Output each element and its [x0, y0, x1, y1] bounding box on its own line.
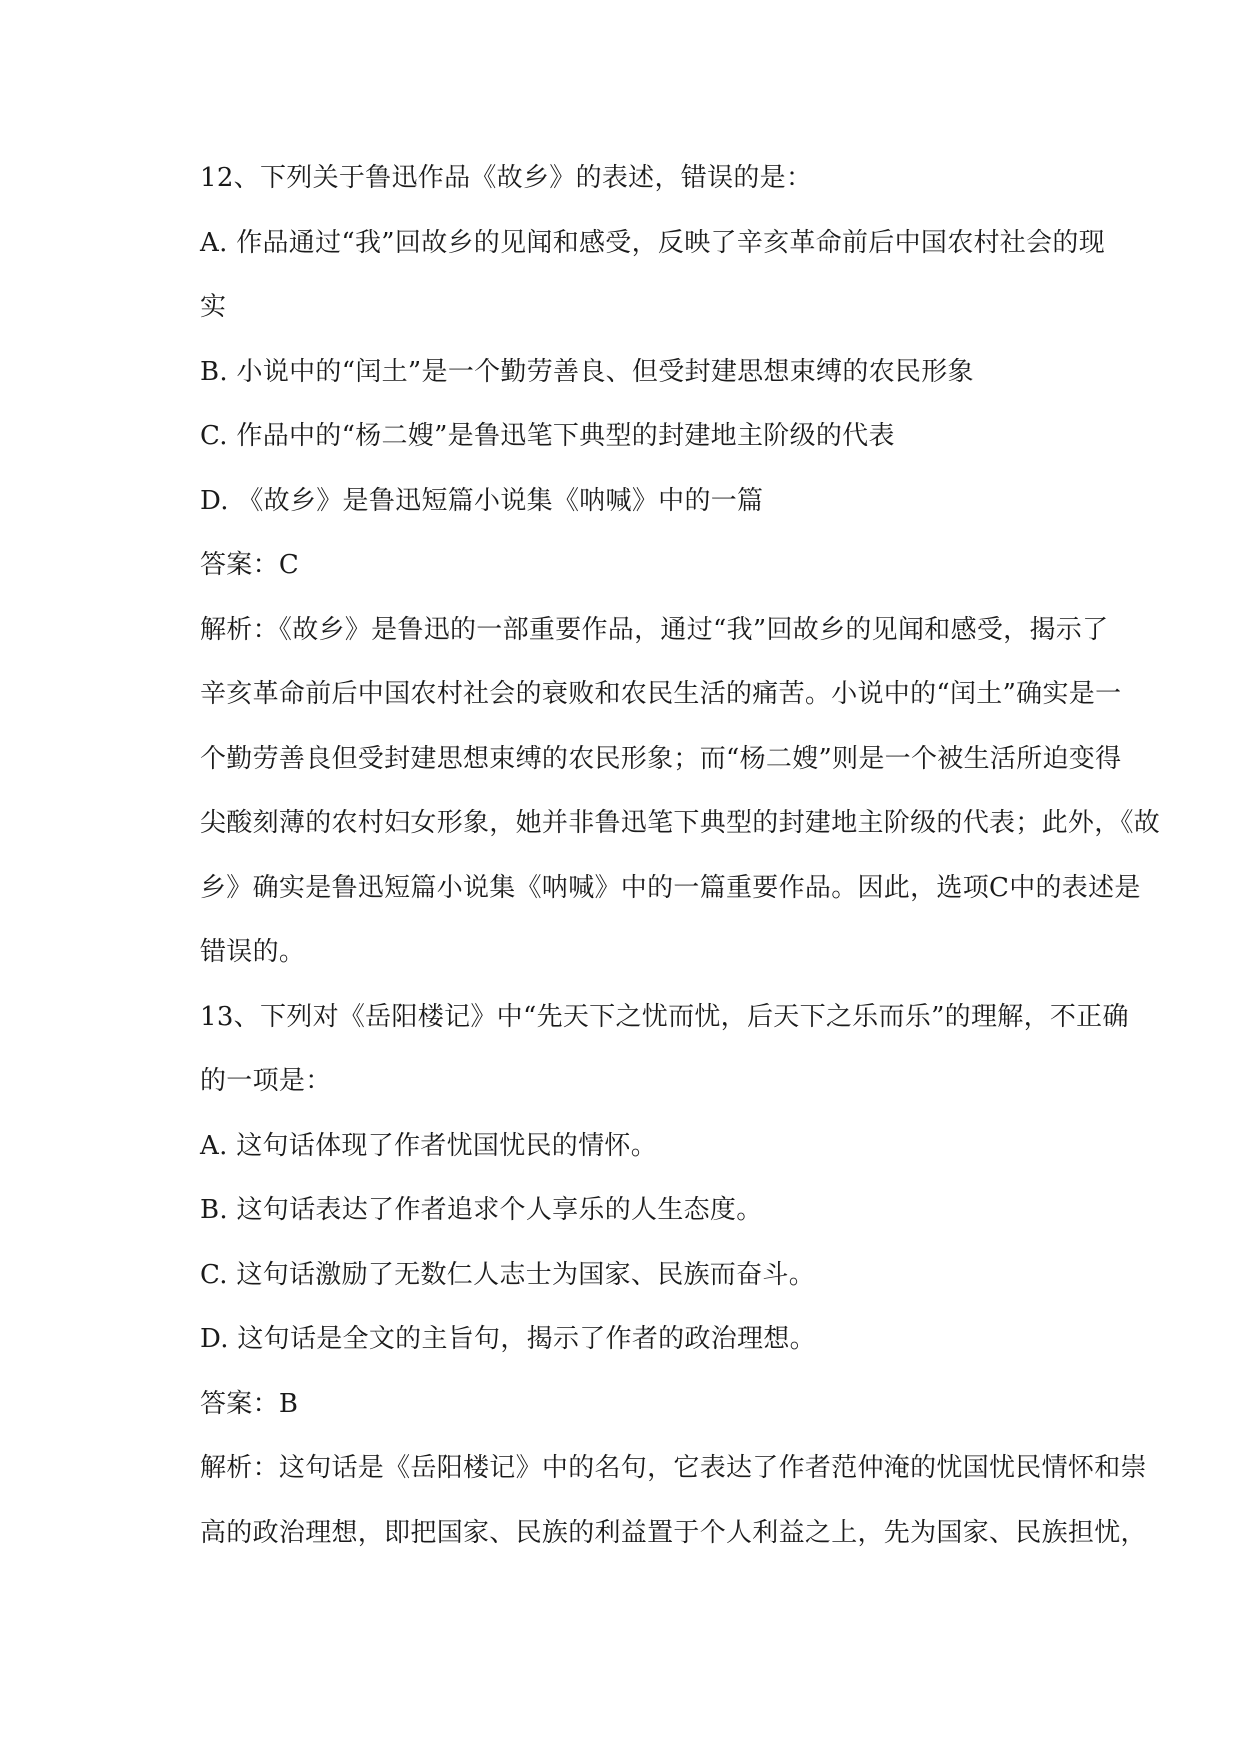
q12-option-c: C. 作品中的“杨二嫂”是鲁迅笔下典型的封建地主阶级的代表 [200, 421, 895, 451]
q13-option-d: D. 这句话是全文的主旨句，揭示了作者的政治理想。 [200, 1324, 816, 1354]
document-body [200, 146, 1161, 1565]
q13-stem-line2: 的一项是： [200, 1066, 332, 1096]
q12-analysis-line: 错误的。 [200, 937, 306, 967]
q12-analysis-line: 乡》确实是鲁迅短篇小说集《呐喊》中的一篇重要作品。因此，选项C中的表述是 [200, 872, 1141, 903]
q13-answer: 答案：B [200, 1388, 299, 1419]
q13-stem-line1: 13、下列对《岳阳楼记》中“先天下之忧而忧，后天下之乐而乐”的理解，不正确 [200, 1001, 1129, 1032]
q12-option-d: D. 《故乡》是鲁迅短篇小说集《呐喊》中的一篇 [200, 485, 764, 516]
q13-option-b: B. 这句话表达了作者追求个人享乐的人生态度。 [200, 1195, 763, 1225]
q12-analysis-line: 个勤劳善良但受封建思想束缚的农民形象；而“杨二嫂”则是一个被生活所迫变得 [200, 743, 1122, 774]
q12-option-a-line1: A. 作品通过“我”回故乡的见闻和感受，反映了辛亥革命前后中国农村社会的现 [200, 227, 1105, 258]
q12-answer: 答案：C [200, 550, 300, 580]
q13-analysis-line: 解析：这句话是《岳阳楼记》中的名句，它表达了作者范仲淹的忧国忧民情怀和崇 [200, 1453, 1147, 1483]
q12-stem: 12、下列关于鲁迅作品《故乡》的表述，错误的是： [200, 163, 813, 193]
q12-option-a-line2: 实 [200, 292, 227, 322]
q13-option-a: A. 这句话体现了作者忧国忧民的情怀。 [200, 1130, 658, 1161]
q12-analysis-line: 辛亥革命前后中国农村社会的衰败和农民生活的痛苦。小说中的“闰土”确实是一 [200, 679, 1122, 709]
q13-analysis-line: 高的政治理想，即把国家、民族的利益置于个人利益之上，先为国家、民族担忧， [200, 1517, 1147, 1548]
q12-analysis-line: 尖酸刻薄的农村妇女形象，她并非鲁迅笔下典型的封建地主阶级的代表；此外，《故 [200, 808, 1161, 838]
q13-option-c: C. 这句话激励了无数仁人志士为国家、民族而奋斗。 [200, 1259, 815, 1290]
q12-option-b: B. 小说中的“闰土”是一个勤劳善良、但受封建思想束缚的农民形象 [200, 356, 974, 387]
q12-analysis-line: 解析：《故乡》是鲁迅的一部重要作品，通过“我”回故乡的见闻和感受，揭示了 [200, 614, 1109, 645]
